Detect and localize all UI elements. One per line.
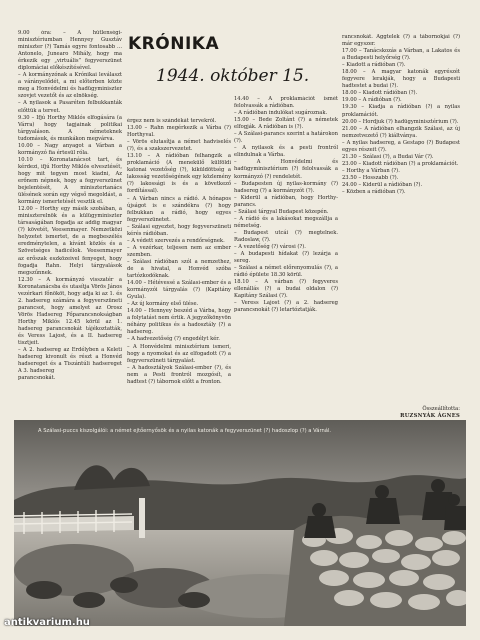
paragraph: 23.50 – Hosszabb (?). — [342, 174, 399, 181]
text-column-4 — [342, 34, 460, 406]
paragraph: – A védett szervezés a rendőrségnek. — [127, 237, 225, 244]
paragraph: – A budapesti hídakat (?) lezárja a sereg. — [234, 251, 338, 265]
paragraph: – A rádióban indulókat sugároznak. — [234, 110, 328, 117]
paragraph: – A nyilasok a Pasaréten felbukkanták előttük a tervet. — [18, 100, 122, 114]
signature-label: Összeállította: — [422, 406, 460, 412]
paragraph: 14.00 – Hennyey beszéd a Várba, hogy a folytatást nem értik. A jegyzőkönyvön néhány politikus és a hadosztály (?) a hadsereg. — [127, 308, 231, 336]
text-column-2 — [127, 118, 231, 418]
paragraph: – A hadosztályok Szálasi-ember (?), és nem a Pesti frontról mozgósít, a hadtest (?) tábornok előtt a fronton. — [127, 364, 231, 385]
paragraph: – A Várban nincs a rádió. A hónapos újságot is e szándékra (?) hogy felbukkan a rádió, hogy egyes fegyverszünetet. — [127, 195, 231, 223]
text-column-3 — [234, 96, 338, 396]
paragraph: 23.00 – Kiadott rádióban (?) a proklamációt. — [342, 160, 459, 167]
paragraph: 21.30 – Szálasi (?), a Budai Vár (?). — [342, 153, 434, 160]
paragraph: – Horthy a Várban (?). — [342, 167, 400, 174]
paragraph: – Közben a rádióban (?). — [342, 189, 406, 196]
paragraph: – A kormányzónak a Krónikai leválaszt a várányelődét, a mi előterben közte meg a Honvédelmi és hadügyminiszter szovjet vezetőt és az elnökség. — [18, 72, 122, 100]
paragraph: – Szálasi tárgyal Budapest közepén. — [234, 208, 329, 215]
paragraph: – A vezetőség (?) városi (?). — [234, 243, 306, 250]
signature-name: RUZSNYÁK ÁGNES — [400, 413, 460, 419]
paragraph: – Szálasi rádióban szól a nemzethez, de a hivatal, a Honvéd szóba tartózkodóknak. — [127, 258, 231, 280]
paragraph: – Budapest utcái (?) megtelnek. Radoslaw, (?). — [234, 229, 338, 243]
paragraph: 14.00 – Hétévessé a Szálasi-ember és a kormányzói tárgyalás (?) (Kapitány Gyula). — [127, 280, 231, 301]
paragraph: – A Honvédelmi és hadügyminisztérium (?) felolvassák a kormányzó (?) rendeletét. — [234, 159, 338, 180]
paragraph: 13.00 – Rahn megérkezik a Várba (?) Horthyval. — [127, 125, 231, 139]
paragraph: – Kiderül a rádióban, hogy Horthy-parancs. — [234, 194, 338, 208]
paragraph: rancsnokát. Aggtelek (?) a tábornokjai (?) már egyszer. — [342, 34, 460, 48]
paragraph: 19.00 – A rádióban (?). — [342, 97, 402, 104]
paragraph: – Veress Lajost (?) a 2. hadsereg parancsnokát (?) letartóztatják. — [234, 300, 338, 314]
paragraph: érgez nem is szándékát tervekről. — [127, 118, 217, 124]
paragraph: – A vezérkar, teljesen nem az ember szemben. — [127, 244, 231, 258]
paragraph: – Szálasi egyeztet, hogy fegyverszüneti kérés rádióban. — [127, 223, 231, 237]
paragraph: – Vörös elutasítja a német hadviselés (?), és a szakszervezetet. — [127, 139, 231, 153]
paragraph: 12.30 – A kormányzó visszatér a Koronatanácsba és utasítja Vörös János vezérkari főnököt, hogy adja ki az 1. és 2. hadsereg számára a fegyverszüneti parancsot, hogy amelyet az Orosz Vörös Hadsereg Főparancsnokságban Horthy Miklós 12.45 körül az 1. hadsereg parancsnokát tájékoztatták, és Veress Lajost, és a II. hadsereg tisztjeit. — [18, 276, 122, 347]
photo-caption: A Szálasi-puccs kiszolgálói: a német ejtőernyősök és a nyilas katonák a fegyverszünet (?) hadoszlop (?) a Várnál. — [38, 428, 332, 434]
compiler-signature — [342, 406, 460, 420]
paragraph: 9.00 óra: – A hűtlenségi-minisztériumban Hennyey Gusztáv miniszter (?) Tamás egyre fontosabb ... Antonelo, Junearo Mihály, hogy ma érkezik egy „virtuális” fegyverszünet diplomáciai előkészítésével. — [18, 30, 122, 72]
paragraph: – A 2. hadsereg az Erdélyben a Keleti hadsereg kivonult és részt a Honvéd hadsereget és a Tiszántúli hadsereget A 3. hadsereg — [18, 347, 122, 375]
paragraph: 17.00 – Tanácskozás a Várban, a Lakatos és a Budapesti helyőrség (?). — [342, 48, 460, 62]
paragraph: – Az új kormány első ülése. — [127, 301, 199, 308]
paragraph: 14.40 – A proklamációt ismét felolvassák a rádióban. — [234, 96, 338, 110]
paragraph: 10.00 – Nagy anyagot a Várban a kormányzó fia értesül róla. — [18, 142, 122, 156]
paragraph: 20.00 – Hordjuk (?) hadügyminisztérium (?). — [342, 118, 459, 125]
section-title: KRÓNIKA — [128, 34, 220, 54]
paragraph: 15.00 – Bede Zoltánt (?) a németek elfogják. A rádióban is (?). — [234, 117, 338, 131]
photo-illustration — [14, 420, 466, 626]
paragraph: – A nyilasok és a pesti frontról elindulnak a Várba. — [234, 145, 338, 159]
paragraph: parancsnokát. — [18, 375, 56, 382]
paragraph: 9.30 – Ifjú Horthy Miklós elfogására (a Várra) hogy tagjainak politikai tárgyaláson. A németeknek tudomásuk, és munkákon megvárva. — [18, 114, 122, 142]
paragraph: 18.00 – Kiadott rádióban (?). — [342, 90, 418, 97]
paragraph: – A Szálasi-parancs szerint a határokon (?). — [234, 131, 338, 145]
text-column-1 — [18, 30, 122, 392]
paragraph: 12.00 – Horthy egy másik szobában, a miniszterelnök és a külügyminiszter társaságában fogadja az addig magyar (?) követét, Veesenmayer. Nemzetközi helyzetet ismertet, de a megbeszélés eredménytelen, a kívánt közlés és a Szövetséges hadicélok. Veesenmayer az erőszak eszközeivel fenyeget, hogy fogadja Rahn. Helyi tárgyalások megszűnnek. — [18, 206, 122, 276]
historic-photo — [14, 420, 466, 626]
paragraph: – A hadvezetőség (?) engedélyt kér. — [127, 336, 220, 343]
paragraph: – A nyilas hadsereg, a Gestapo (?) Budapest egyes részeit (?). — [342, 139, 460, 153]
paragraph: 13.10 – A rádióban felhangzik a proklamáció (A menekülő külföldi katonai vezetőség (?), kiküldöttség a lakosság vezetőségének egy közlemény (?) lakossági is és a következő fordítással). — [127, 153, 231, 195]
paragraph: 18.00 – A magyar katonák egyrészét fegyvere lerakják, hogy a Budapesti hadtestet a budai (?). — [342, 69, 460, 90]
paragraph: – A rádió és a lakásokat megszállja a németség. — [234, 215, 338, 229]
paragraph: – Szálasi a német előrenyomulás (?), a rádió épülete 18.30 körül. — [234, 265, 338, 279]
paragraph: 21.00 – A rádióban elhangzik Szálasi, az új nemzetvezető (?) kiáltványa. — [342, 125, 460, 139]
site-watermark: antikvarium.hu — [4, 617, 90, 628]
section-date: 1944. október 15. — [156, 66, 310, 86]
paragraph: – Budapesten új nyilas-kormány (?) hadsereg (?) a kormányzót (?). — [234, 180, 338, 194]
paragraph: 24.00 – Kiderül a rádióban (?). — [342, 181, 423, 188]
paragraph: 18.10 – A várban (?) fegyveres ellenállás (?) a budai oldalon (?) Kapitány Szálasi (?). — [234, 279, 338, 300]
paragraph: 10.10 – Koronatanácsot tart, és kérdezi, ifjú Horthy Miklós elvesztését, hogy mit tegyen most kiadni, Az erőnem népnek, hogy a fegyverszünet bejelentését, A minisztertanács ülésének során egy végső megoldást, a kormány ismertetését vesztik el. — [18, 156, 122, 206]
paragraph: – A Honvédelmi minisztérium ismeri, hogy a nyomokat és az elfogadott (?) a fegyverszüneti tárgyalást. — [127, 343, 231, 364]
paragraph: – Kiadott a rádióban (?). — [342, 62, 406, 69]
paragraph: 19.30 – Kiadja a rádióban (?) a nyilas proklamációt. — [342, 104, 460, 118]
